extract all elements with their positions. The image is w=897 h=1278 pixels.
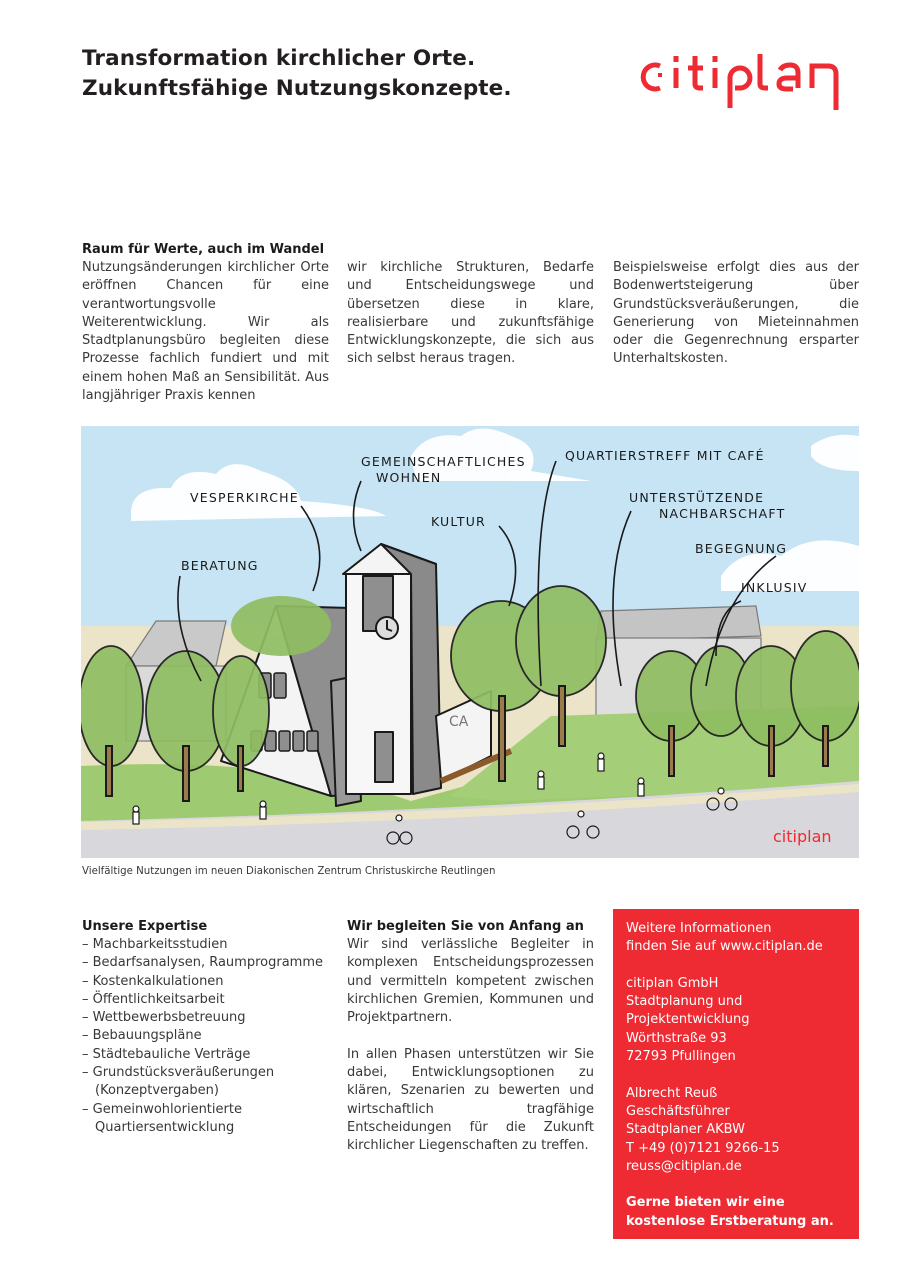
label-nachbarschaft-line2: NACHBARSCHAFT — [659, 506, 786, 521]
expertise-item: – Öffentlichkeitsarbeit — [82, 991, 332, 1009]
title-line-1: Transformation kirchlicher Orte. — [82, 46, 476, 71]
department-line-2: Projektentwicklung — [626, 1012, 750, 1028]
intro-heading: Raum für Werte, auch im Wandel — [82, 242, 325, 257]
expertise-item: – Bedarfsanalysen, Raumprogramme — [82, 954, 332, 972]
page-title — [82, 44, 512, 104]
intro-text-2: wir kirchliche Strukturen, Bedarfe und Entscheidungswege und übersetzen diese in klare, realisierbare und zukunftsfähige Entwicklungskonzepte, die sich aus sich selbst heraus tragen. — [347, 260, 594, 367]
expertise-item: – Städtebauliche Verträge — [82, 1046, 332, 1064]
label-quartierstreff: QUARTIERSTREFF MIT CAFÉ — [565, 448, 765, 463]
accompany-heading: Wir begleiten Sie von Anfang an — [347, 919, 584, 934]
intro-column-3 — [613, 259, 859, 369]
department-line-1: Stadtplanung und — [626, 994, 743, 1010]
expertise-item: – Bebauungspläne — [82, 1027, 332, 1045]
label-beratung: BERATUNG — [181, 558, 259, 573]
label-wohnen-line2: WOHNEN — [376, 470, 442, 485]
intro-column-2 — [347, 259, 594, 369]
expertise-section — [82, 918, 332, 1137]
expertise-item: – Wettbewerbsbetreuung — [82, 1009, 332, 1027]
accompany-paragraph-2: In allen Phasen unterstützen wir Sie dabei, Entwicklungsoptionen zu klären, Szenarien zu bewerten und wirtschaftlich tragfähige Entscheidungen für die Zukunft kirchlicher Liegenschaften zu treffen. — [347, 1046, 594, 1154]
email-link[interactable]: reuss@citiplan.de — [626, 1158, 742, 1174]
label-vesperkirche: VESPERKIRCHE — [190, 490, 299, 505]
intro-text-3: Beispielsweise erfolgt dies aus der Bodenwertsteigerung über Grundstücksveräußerungen, die Generierung von Mieteinnahmen oder die Gegenrechnung ersparter Unterhaltskosten. — [613, 260, 859, 367]
cta-line-2: kostenlose Erstberatung an. — [626, 1213, 834, 1229]
contact-role-1: Geschäftsführer — [626, 1103, 730, 1119]
illustration-caption: Vielfältige Nutzungen im neuen Diakonischen Zentrum Christuskirche Reutlingen — [82, 866, 496, 877]
street-address: Wörthstraße 93 — [626, 1030, 727, 1046]
info-group — [626, 920, 849, 957]
accompany-paragraph-1: Wir sind verlässliche Begleiter in komplexen Entscheidungsprozessen und vermitteln kompetent zwischen kirchlichen Gremien, Kommunen und Projektpartnern. — [347, 937, 594, 1026]
info-line-1: Weitere Informationen — [626, 921, 772, 936]
contact-role-2: Stadtplaner AKBW — [626, 1122, 745, 1138]
phone-number[interactable]: T +49 (0)7121 9266-15 — [626, 1140, 780, 1156]
cta-line-1: Gerne bieten wir eine — [626, 1195, 785, 1211]
intro-text-1: Nutzungsänderungen kirchlicher Orte eröffnen Chancen für eine verantwortungsvolle Weiterentwicklung. Wir als Stadtplanungsbüro begleiten diese Prozesse fachlich fundiert und mit einem hohen Maß an Sensibilität. Aus langjähriger Praxis kennen — [82, 260, 329, 404]
label-nachbarschaft-line1: UNTERSTÜTZENDE — [629, 490, 765, 505]
expertise-heading: Unsere Expertise — [82, 919, 208, 934]
label-begegnung: BEGEGNUNG — [695, 541, 788, 556]
intro-column-1 — [82, 241, 329, 405]
cafe-sign-label: CA — [449, 714, 469, 730]
company-group — [626, 975, 849, 1066]
expertise-item: – Machbarkeitsstudien — [82, 936, 332, 954]
website-link[interactable]: finden Sie auf www.citiplan.de — [626, 939, 823, 955]
expertise-item: – Gemeinwohlorientierte Quartiersentwicklung — [82, 1101, 332, 1138]
contact-person: Albrecht Reuß — [626, 1085, 718, 1101]
expertise-item: – Kostenkalkulationen — [82, 973, 332, 991]
citiplan-logo — [640, 46, 860, 110]
call-to-action — [626, 1194, 849, 1231]
contact-box — [613, 909, 859, 1239]
expertise-item: – Grundstücksveräußerungen (Konzeptvergaben) — [82, 1064, 332, 1101]
label-wohnen-line1: GEMEINSCHAFTLICHES — [361, 454, 526, 469]
expertise-list — [82, 936, 332, 1137]
label-inklusiv: INKLUSIV — [741, 580, 808, 595]
illustration-watermark: citiplan — [773, 827, 832, 846]
label-kultur: KULTUR — [431, 514, 486, 529]
title-line-2: Zukunftsfähige Nutzungskonzepte. — [82, 76, 512, 101]
city-address: 72793 Pfullingen — [626, 1049, 736, 1065]
accompany-section — [347, 918, 594, 1156]
person-group — [626, 1085, 849, 1176]
illustration — [81, 426, 859, 858]
company-name: citiplan GmbH — [626, 975, 719, 991]
